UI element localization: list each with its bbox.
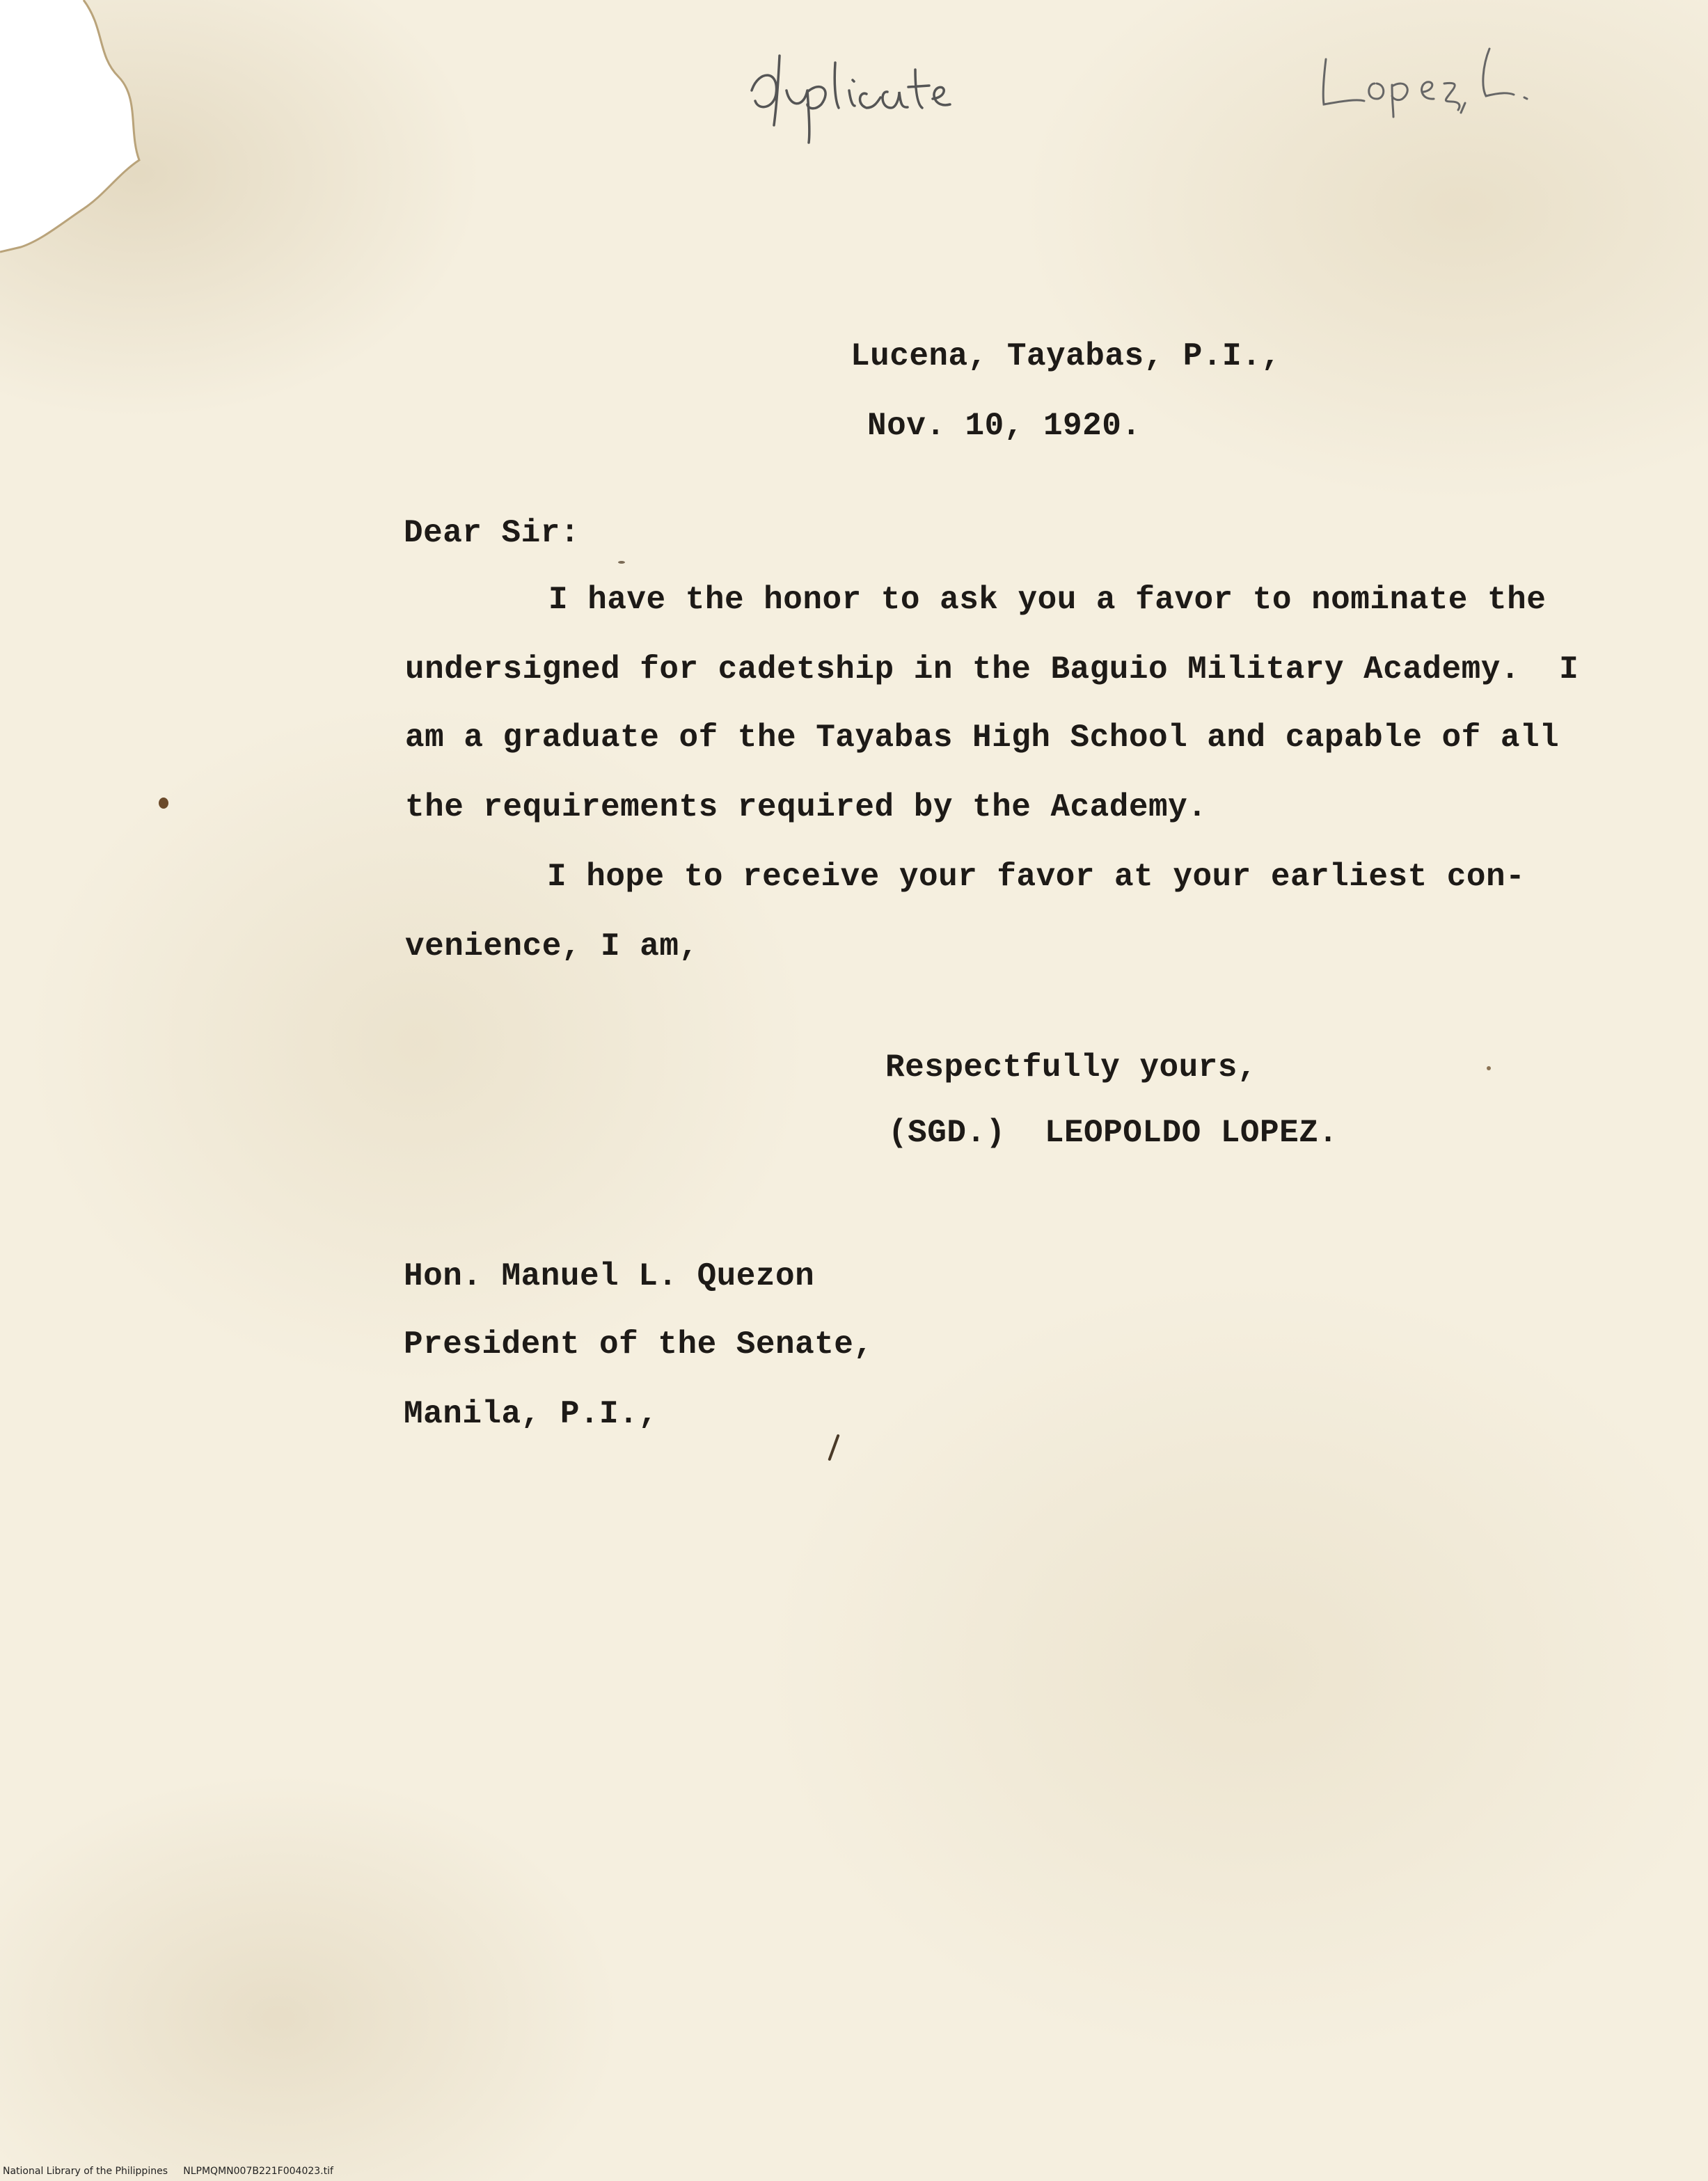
- footer-filename: NLPMQMN007B221F004023.tif: [183, 2166, 333, 2177]
- paper-speck: [159, 798, 168, 809]
- addressee-line: Manila, P.I.,: [404, 1396, 658, 1432]
- salutation: Dear Sir:: [404, 515, 580, 551]
- body-line: I hope to receive your favor at your earliest con-: [547, 859, 1526, 895]
- paper-speck: [1487, 1066, 1491, 1070]
- paper-speck: [828, 1434, 839, 1461]
- complimentary-close: Respectfully yours,: [885, 1049, 1257, 1086]
- scan-footer: [3, 2166, 333, 2177]
- body-line: venience, I am,: [405, 928, 699, 965]
- body-line: the requirements required by the Academy.: [405, 789, 1208, 825]
- addressee-line: President of the Senate,: [404, 1326, 873, 1363]
- signature: (SGD.) LEOPOLDO LOPEZ.: [888, 1115, 1338, 1151]
- footer-institution: National Library of the Philippines: [3, 2166, 168, 2177]
- handwritten-name-note: [1315, 35, 1545, 122]
- handwritten-duplicate-note: [738, 42, 960, 150]
- body-line: undersigned for cadetship in the Baguio Military Academy. I: [405, 651, 1579, 688]
- addressee-line: Hon. Manuel L. Quezon: [404, 1258, 815, 1294]
- dateline-place: Lucena, Tayabas, P.I.,: [851, 338, 1281, 374]
- body-line: am a graduate of the Tayabas High School and capable of all: [405, 720, 1560, 756]
- torn-corner: [0, 0, 167, 264]
- paper-speck: [618, 561, 625, 564]
- body-line: I have the honor to ask you a favor to nominate the: [548, 582, 1547, 618]
- dateline-date: Nov. 10, 1920.: [867, 408, 1141, 444]
